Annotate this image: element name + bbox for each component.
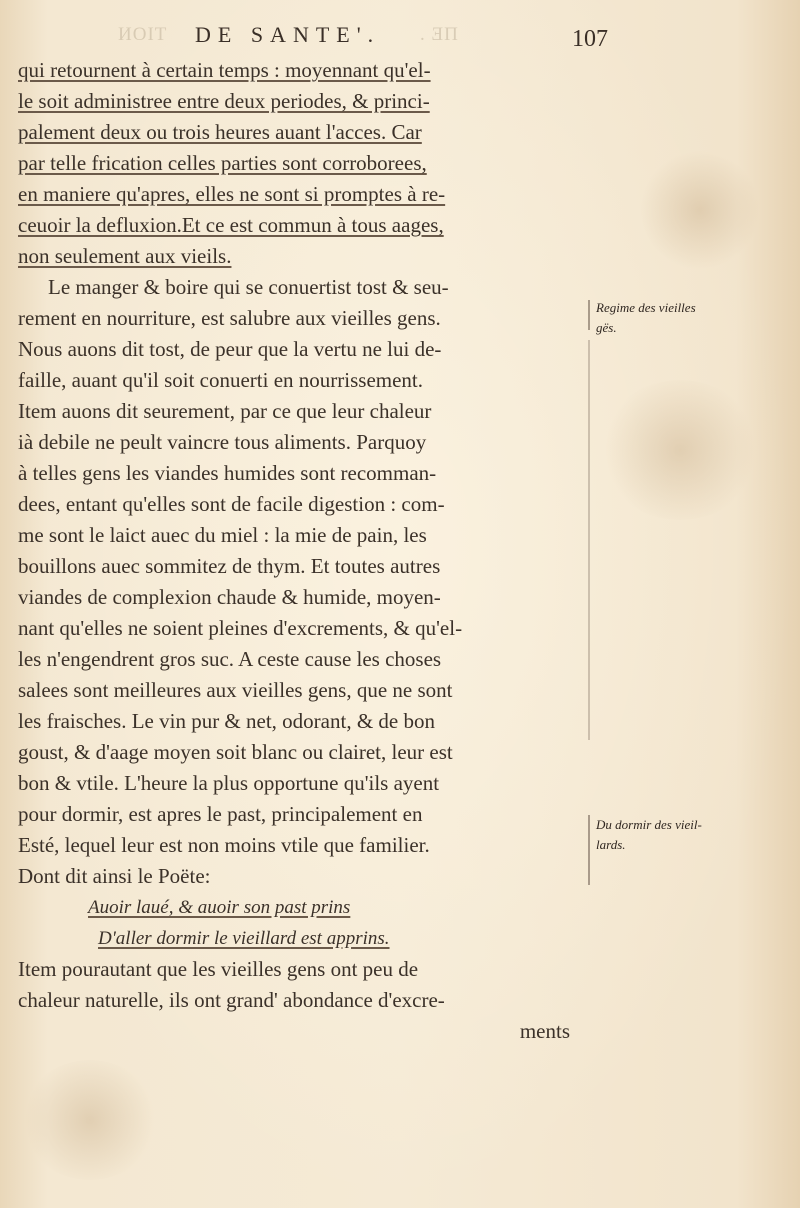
margin-bracket xyxy=(588,815,590,885)
paper-stain xyxy=(640,150,760,270)
paper-stain xyxy=(600,380,760,520)
text-line: Nous auons dit tost, de peur que la vertu ne lui de- xyxy=(18,337,442,361)
text-line: Item auons dit seurement, par ce que leur chaleur xyxy=(18,399,432,423)
text-line: chaleur naturelle, ils ont grand' abondance d'excre- xyxy=(18,988,445,1012)
text-line: pour dormir, est apres le past, principalement en xyxy=(18,802,423,826)
bleed-through-text: . ƎΠ xyxy=(420,24,459,45)
text-line: rement en nourriture, est salubre aux vieilles gens. xyxy=(18,306,441,330)
margin-note-regime: Regime des vieilles gës. xyxy=(596,300,696,335)
body-text xyxy=(18,55,588,1047)
margin-bracket xyxy=(588,300,590,330)
verse-line: Auoir laué, & auoir son past prins xyxy=(88,897,351,918)
catchword: ments xyxy=(519,1019,570,1043)
text-line: le soit administree entre deux periodes, & princi- xyxy=(18,89,430,113)
text-line: en maniere qu'apres, elles ne sont si promptes à re- xyxy=(18,182,446,206)
bleed-through-text: ИОIТ xyxy=(118,24,168,45)
text-line: ceuoir la defluxion.Et ce est commun à tous aages, xyxy=(18,213,444,237)
text-line: Dont dit ainsi le Poëte: xyxy=(18,864,211,888)
text-line: nant qu'elles ne soient pleines d'excrements, & qu'el- xyxy=(18,616,463,640)
page-number: 107 xyxy=(572,26,608,52)
text-line: non seulement aux vieils. xyxy=(18,244,232,268)
text-line: qui retournent à certain temps : moyennant qu'el- xyxy=(18,58,431,82)
text-line: dees, entant qu'elles sont de facile digestion : com- xyxy=(18,492,445,516)
text-line: les n'engendrent gros suc. A ceste cause les choses xyxy=(18,647,442,671)
text-line: faille, auant qu'il soit conuerti en nourrissement. xyxy=(18,368,424,392)
text-line: viandes de complexion chaude & humide, moyen- xyxy=(18,585,441,609)
text-line: à telles gens les viandes humides sont recomman- xyxy=(18,461,437,485)
paper-stain xyxy=(20,1060,160,1180)
text-line: me sont le laict auec du miel : la mie de pain, les xyxy=(18,523,427,547)
text-line: bouillons auec sommitez de thym. Et toutes autres xyxy=(18,554,441,578)
margin-note-dormir: Du dormir des vieil-lards. xyxy=(596,817,702,852)
text-line: bon & vtile. L'heure la plus opportune qu'ils ayent xyxy=(18,771,440,795)
running-head xyxy=(195,22,615,48)
text-line: palement deux ou trois heures auant l'acces. Car xyxy=(18,120,422,144)
text-line: salees sont meilleures aux vieilles gens, que ne sont xyxy=(18,678,453,702)
text-line: Esté, lequel leur est non moins vtile que familier. xyxy=(18,833,430,857)
running-head-text: DE SANTE'. xyxy=(195,22,381,47)
text-line: par telle frication celles parties sont corroborees, xyxy=(18,151,427,175)
text-line: ià debile ne peult vaincre tous aliments. Parquoy xyxy=(18,430,427,454)
text-line: Item pourautant que les vieilles gens ont peu de xyxy=(18,957,419,981)
verse-line: D'aller dormir le vieillard est apprins. xyxy=(98,928,390,949)
text-line: les fraisches. Le vin pur & net, odorant, & de bon xyxy=(18,709,435,733)
margin-bracket xyxy=(588,340,590,740)
text-line: Le manger & boire qui se conuertist tost & seu- xyxy=(48,275,449,299)
text-line: goust, & d'aage moyen soit blanc ou clairet, leur est xyxy=(18,740,453,764)
